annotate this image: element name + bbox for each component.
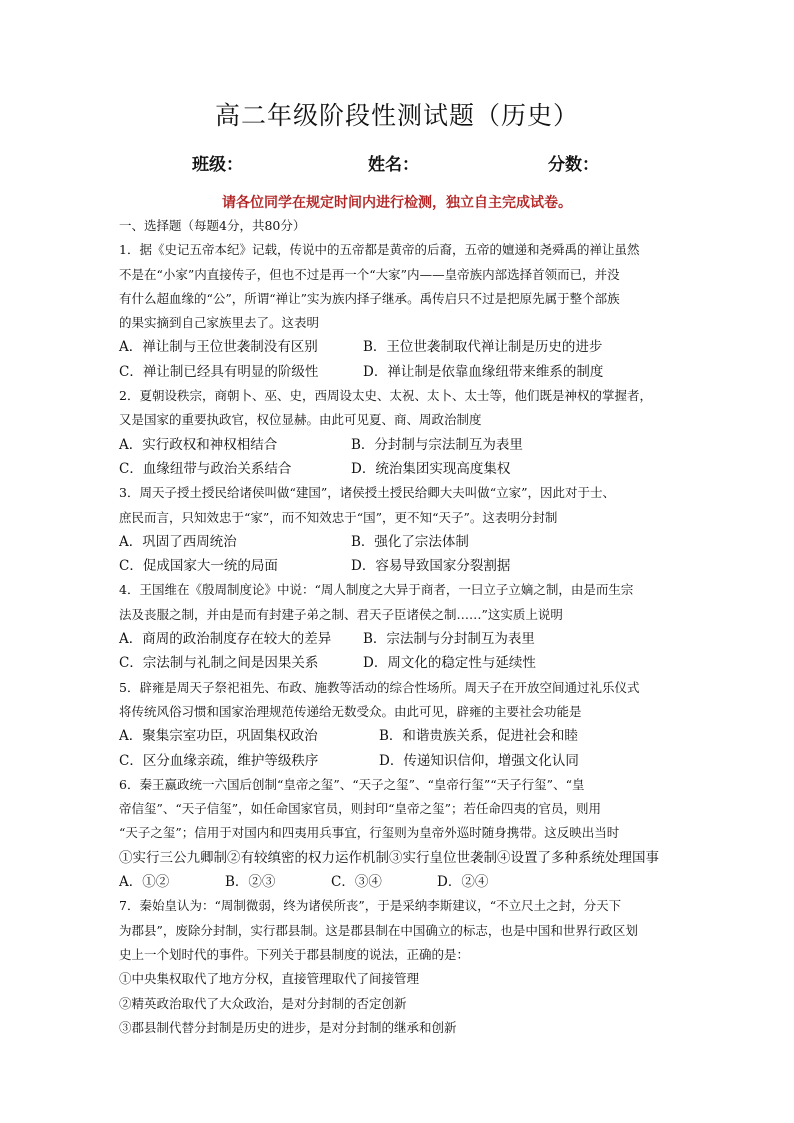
question-7-statement: ①中央集权取代了地方分权，直接管理取代了间接管理 [119, 971, 420, 987]
question-2-option-d: D．统治集团实现高度集权 [351, 460, 511, 477]
question-6-option-c: C．③④ [331, 874, 382, 891]
name-label: 姓名： [368, 155, 419, 175]
question-1-option-b: B．王位世袭制取代禅让制是历史的进步 [363, 339, 603, 356]
question-5-option-c: C．区分血缘亲疏，维护等级秩序 [119, 752, 319, 769]
question-2-options-row [119, 457, 679, 481]
student-info-row [0, 150, 794, 174]
question-4-options-row [119, 627, 679, 651]
question-5-option-b: B．和谐贵族关系，促进社会和睦 [379, 728, 578, 745]
question-4-options-row [119, 651, 679, 675]
question-2-option-c: C．血缘纽带与政治关系结合 [119, 460, 292, 477]
question-1-line: 的果实摘到自己家族里去了。这表明 [119, 315, 320, 331]
question-2-line: 又是国家的重要执政官，权位显赫。由此可见夏、商、周政治制度 [119, 412, 482, 428]
question-3-option-a: A．巩固了西周统治 [119, 533, 237, 550]
question-1-line: 1．据《史记五帝本纪》记载，传说中的五帝都是黄帝的后裔，五帝的嬗递和尧舜禹的禅让虽然 [119, 242, 640, 258]
question-7-line: 7．秦始皇认为：“周制微弱，终为诸侯所丧”，于是采纳李斯建议，“不立尺土之封，分天下 [119, 898, 622, 914]
question-3-line: 庶民而言，只知效忠于“家”，而不知效忠于“国”，更不知“天子”。这表明分封制 [119, 509, 558, 525]
question-1-options-row [119, 335, 679, 359]
question-3-option-d: D．容易导致国家分裂割据 [351, 558, 511, 575]
question-3-option-b: B．强化了宗法体制 [351, 533, 469, 550]
question-5-line: 将传统风俗习惯和国家治理规范传递给无数受众。由此可见，辟雍的主要社会功能是 [119, 703, 582, 719]
question-1-option-d: D．禅让制是依靠血缘纽带来维系的制度 [363, 363, 604, 380]
question-2-options-row [119, 433, 679, 457]
section-heading: 一、选择题（每题4分，共80分） [119, 218, 306, 233]
question-4-option-d: D．周文化的稳定性与延续性 [363, 655, 536, 672]
question-6-options-row [119, 870, 679, 894]
question-5-line: 5．辟雍是周天子祭祀祖先、布政、施教等活动的综合性场所。周天子在开放空间通过礼乐仪式 [119, 679, 640, 695]
question-6-option-a: A．①② [119, 874, 170, 891]
question-4-option-a: A．商周的政治制度存在较大的差异 [119, 631, 332, 648]
exam-notice: 请各位同学在规定时间内进行检测，独立自主完成试卷。 [222, 195, 572, 211]
question-section [119, 214, 679, 1040]
question-7-line: 史上一个划时代的事件。下列关于郡县制度的说法，正确的是： [119, 946, 470, 962]
question-4-line: 法及丧服之制，并由是而有封建子弟之制、君天子臣诸侯之制……”这实质上说明 [119, 606, 563, 622]
question-6-line: 帝信玺”、“天子信玺”，如任命国家官员，则封印“皇帝之玺”；若任命四夷的官员，则用 [119, 801, 601, 817]
question-7-statement: ③郡县制代替分封制是历史的进步，是对分封制的继承和创新 [119, 1019, 457, 1035]
question-4-option-b: B．宗法制与分封制互为表里 [363, 631, 535, 648]
question-7-statement: ②精英政治取代了大众政治，是对分封制的否定创新 [119, 995, 407, 1011]
question-3-options-row [119, 530, 679, 554]
question-6-statements: ①实行三公九卿制②有较缜密的权力运作机制③实行皇位世袭制④设置了多种系统处理国事 [119, 849, 659, 866]
question-4-line: 4．王国维在《殷周制度论》中说：“周人制度之大异于商者，一曰立子立嫡之制，由是而生宗 [119, 582, 634, 598]
question-2-line: 2．夏朝设秩宗，商朝卜、巫、史，西周设太史、太祝、太卜、太士等，他们既是神权的掌握者， [119, 388, 652, 404]
question-1-option-c: C．禅让制已经具有明显的阶级性 [119, 363, 319, 380]
question-4-option-c: C．宗法制与礼制之间是因果关系 [119, 655, 319, 672]
question-1-line: 不是在“小家”内直接传子，但也不过是再一个“大家”内——皇帝族内部选择首领而已，并没 [119, 266, 620, 282]
question-2-option-a: A．实行政权和神权相结合 [119, 436, 278, 453]
question-6-line: 6．秦王嬴政统一六国后创制“皇帝之玺”、“天子之玺”、“皇帝行玺”“天子行玺”、“皇 [119, 776, 585, 792]
question-6-line: “天子之玺”；信用于对国内和四夷用兵事宜，行玺则为皇帝外巡时随身携带。这反映出当时 [119, 825, 620, 841]
question-5-option-d: D．传递知识信仰，增强文化认同 [379, 752, 579, 769]
question-5-options-row [119, 749, 679, 773]
question-3-options-row [119, 554, 679, 578]
question-1-line: 有什么超血缘的“公”，所谓“禅让”实为族内择子继承。禹传启只不过是把原先属于整个部族 [119, 290, 620, 306]
question-3-option-c: C．促成国家大一统的局面 [119, 558, 278, 575]
question-5-options-row [119, 724, 679, 748]
question-1-option-a: A．禅让制与王位世袭制没有区别 [119, 339, 318, 356]
question-1-options-row [119, 360, 679, 384]
question-7-line: 为郡县”，废除分封制，实行郡县制。这是郡县制在中国确立的标志，也是中国和世界行政区划 [119, 922, 638, 938]
score-label: 分数： [548, 155, 599, 175]
question-6-option-d: D．②④ [437, 874, 489, 891]
class-label: 班级： [192, 155, 243, 175]
question-6-option-b: B．②③ [225, 874, 276, 891]
page-title: 高二年级阶段性测试题（历史） [214, 101, 579, 130]
question-3-line: 3．周天子授土授民给诸侯叫做“建国”，诸侯授土授民给卿大夫叫做“立家”，因此对于士、 [119, 485, 616, 501]
question-2-option-b: B．分封制与宗法制互为表里 [351, 436, 523, 453]
question-5-option-a: A．聚集宗室功臣，巩固集权政治 [119, 728, 318, 745]
